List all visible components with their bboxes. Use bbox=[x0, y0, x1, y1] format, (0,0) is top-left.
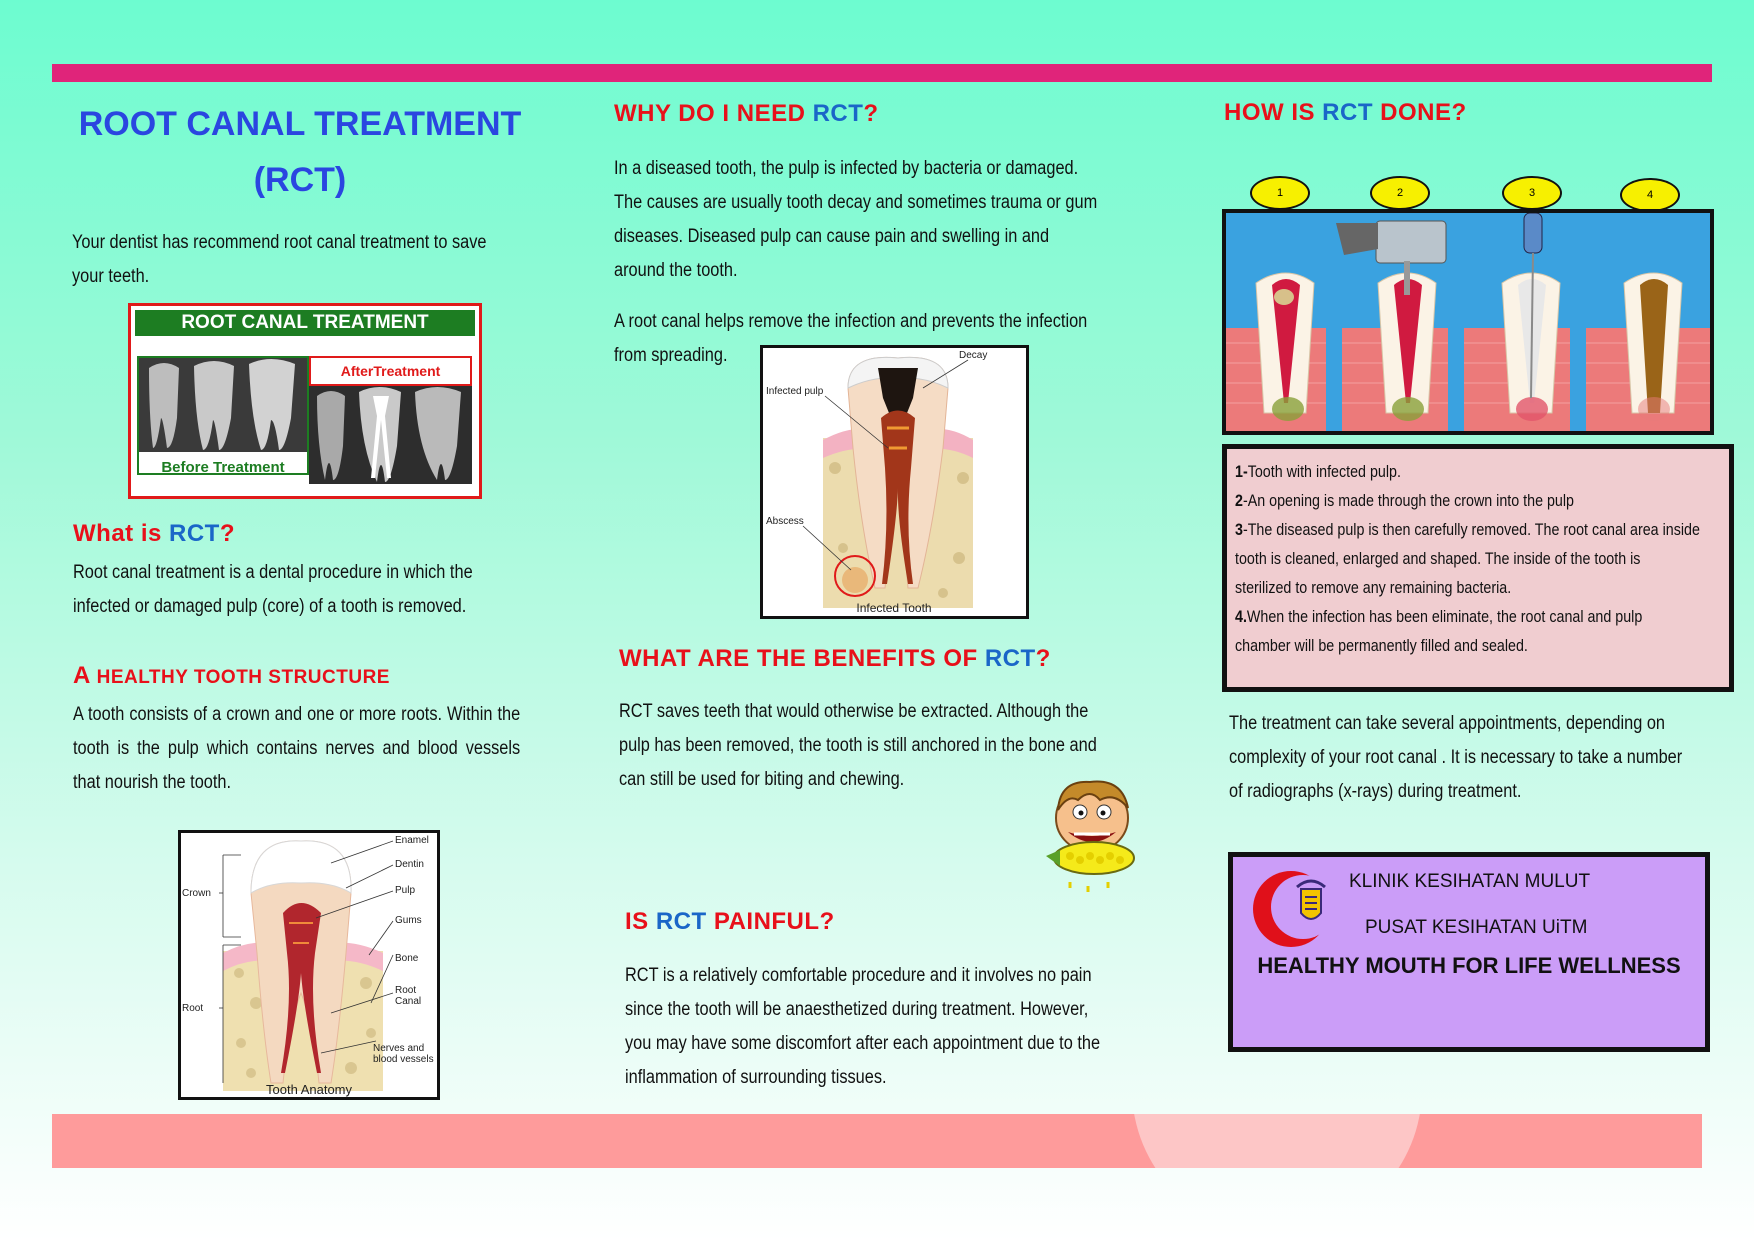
label-abscess: Abscess bbox=[766, 516, 804, 527]
infected-tooth-figure bbox=[760, 345, 1029, 619]
label-pulp: Pulp bbox=[395, 885, 416, 896]
procedure-steps-list bbox=[1222, 444, 1734, 692]
clinic-centre: PUSAT KESIHATAN UiTM bbox=[1365, 917, 1588, 938]
anatomy-caption: Tooth Anatomy bbox=[266, 1082, 352, 1097]
step-item-1: 1-Tooth with infected pulp. bbox=[1235, 462, 1401, 481]
clinic-slogan: HEALTHY MOUTH FOR LIFE WELLNESS bbox=[1257, 953, 1681, 978]
label-decay: Decay bbox=[959, 350, 988, 361]
label-dentin: Dentin bbox=[395, 859, 424, 870]
label-enamel: Enamel bbox=[395, 835, 429, 846]
intro-text: Your dentist has recommend root canal treatment to save your teeth. bbox=[72, 232, 487, 287]
before-treatment-label: Before Treatment bbox=[161, 459, 285, 476]
xray-before-image bbox=[139, 358, 307, 452]
label-gums: Gums bbox=[395, 915, 422, 926]
step-number-3: 3 bbox=[1502, 176, 1562, 210]
what-is-rct-heading: What is RCT? bbox=[73, 520, 236, 547]
step-item-3: 3-The diseased pulp is then carefully removed. The root canal area inside tooth is cleaned, enlarged and shaped. The inside of the tooth is sterilized to remove any remaining bacteria. bbox=[1235, 520, 1700, 597]
label-root: Root bbox=[182, 1003, 204, 1014]
page-title: ROOT CANAL TREATMENT (RCT) bbox=[78, 105, 522, 199]
label-bone: Bone bbox=[395, 953, 419, 964]
benefits-text: RCT saves teeth that would otherwise be extracted. Although the pulp has been removed, the tooth is still anchored in the bone and can still be used for biting and chewing. bbox=[619, 701, 1097, 790]
label-nerves-2: blood vessels bbox=[373, 1054, 434, 1065]
clinic-logo-icon bbox=[1249, 867, 1335, 951]
why-rct-text-1: In a diseased tooth, the pulp is infected by bacteria or damaged. The causes are usually tooth decay and sometimes trauma or gum diseases. Diseased pulp can cause pain and swelling in and around the tooth. bbox=[614, 158, 1098, 281]
corn-eating-boy-icon bbox=[1030, 770, 1150, 900]
how-rct-heading: HOW IS RCT DONE? bbox=[1224, 99, 1467, 126]
healthy-tooth-heading: A HEALTHY TOOTH STRUCTURE bbox=[73, 662, 390, 689]
painful-text: RCT is a relatively comfortable procedure and it involves no pain since the tooth will be anaesthetized during treatment. However, you may have some discomfort after each appointment due to the inflammation of surrounding tissues. bbox=[625, 965, 1101, 1088]
what-is-rct-text: Root canal treatment is a dental procedure in which the infected or damaged pulp (core) of a tooth is removed. bbox=[73, 562, 473, 617]
infected-tooth-illustration bbox=[763, 348, 1026, 616]
label-infected-pulp: Infected pulp bbox=[766, 386, 824, 397]
clinic-info-box bbox=[1228, 852, 1710, 1052]
step-item-4: 4.When the infection has been eliminate, the root canal and pulp chamber will be permanently filled and sealed. bbox=[1235, 607, 1643, 655]
clinic-name: KLINIK KESIHATAN MULUT bbox=[1349, 871, 1591, 892]
xray-comparison-figure bbox=[128, 303, 482, 499]
step-number-1: 1 bbox=[1250, 176, 1310, 210]
healthy-tooth-text: A tooth consists of a crown and one or more roots. Within the tooth is the pulp which contains nerves and blood vessels that nourish the tooth. bbox=[73, 704, 521, 793]
step-number-4: 4 bbox=[1620, 178, 1680, 212]
bottom-accent-bar bbox=[52, 1114, 1702, 1168]
xray-header: ROOT CANAL TREATMENT bbox=[135, 310, 475, 336]
tooth-anatomy-figure bbox=[178, 830, 440, 1100]
xray-after-image bbox=[309, 386, 472, 484]
infected-caption: Infected Tooth bbox=[856, 601, 932, 615]
why-rct-heading: WHY DO I NEED RCT? bbox=[614, 100, 879, 127]
painful-heading: IS RCT PAINFUL? bbox=[625, 908, 835, 935]
label-nerves-1: Nerves and bbox=[373, 1043, 425, 1054]
label-root-canal-2: Canal bbox=[395, 996, 422, 1007]
procedure-steps-illustration bbox=[1222, 209, 1714, 435]
label-root-canal-1: Root bbox=[395, 985, 417, 996]
why-rct-text-2: A root canal helps remove the infection and prevents the infection from spreading. bbox=[614, 311, 1088, 366]
benefits-heading: WHAT ARE THE BENEFITS OF RCT? bbox=[619, 645, 1051, 672]
tooth-anatomy-illustration bbox=[181, 833, 437, 1097]
after-treatment-label: AfterTreatment bbox=[309, 356, 472, 386]
step-number-2: 2 bbox=[1370, 176, 1430, 210]
top-accent-bar bbox=[52, 64, 1712, 82]
closing-text: The treatment can take several appointments, depending on complexity of your root canal . It is necessary to take a number of radiographs (x-rays) during treatment. bbox=[1229, 713, 1683, 802]
step-item-2: 2-An opening is made through the crown into the pulp bbox=[1235, 491, 1574, 510]
label-crown: Crown bbox=[182, 888, 211, 899]
